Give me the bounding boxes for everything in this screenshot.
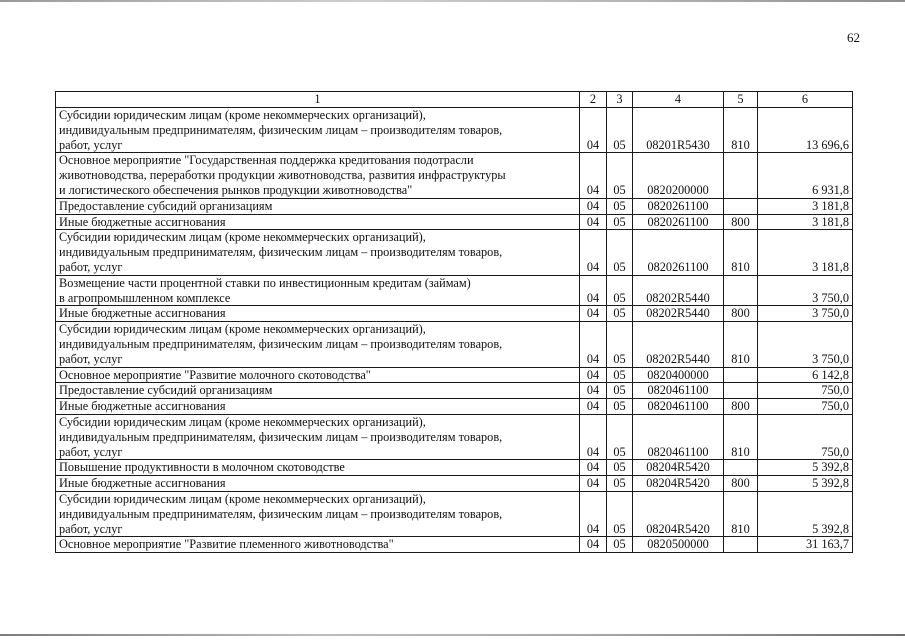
row-type-cell: 800 (724, 306, 758, 322)
row-sum-cell: 6 142,8 (758, 367, 853, 383)
row-subsection-cell: 05 (607, 537, 633, 553)
scan-edge-bottom (0, 634, 905, 636)
row-type-cell: 810 (724, 322, 758, 367)
table-row (56, 230, 853, 275)
row-sum-cell: 3 181,8 (758, 230, 853, 275)
row-code-cell: 08202R5440 (633, 322, 724, 367)
row-subsection-cell: 05 (607, 108, 633, 153)
row-sum-cell: 3 750,0 (758, 306, 853, 322)
row-sum-cell: 13 696,6 (758, 108, 853, 153)
budget-table (55, 91, 853, 553)
row-type-cell: 810 (724, 108, 758, 153)
row-name-cell (56, 230, 580, 275)
row-sum-cell: 3 750,0 (758, 275, 853, 306)
row-name-line: индивидуальным предпринимателям, физическим лицам – производителям товаров, (59, 245, 503, 260)
row-name-line: Возмещение части процентной ставки по инвестиционным кредитам (займам) (59, 275, 471, 290)
table-header-row (56, 92, 853, 108)
row-name-line: в агропромышленном комплексе (59, 290, 231, 305)
row-name-line: Субсидии юридическим лицам (кроме некоммерческих организаций), (59, 108, 426, 122)
row-code-cell: 0820200000 (633, 153, 724, 198)
row-name-line: Субсидии юридическим лицам (кроме некоммерческих организаций), (59, 414, 426, 429)
row-name-line: индивидуальным предпринимателям, физическим лицам – производителям товаров, (59, 336, 503, 351)
table-row (56, 460, 853, 476)
row-code-cell: 0820461100 (633, 414, 724, 459)
row-sum-cell: 5 392,8 (758, 476, 853, 492)
header-col-3: 3 (607, 92, 633, 108)
header-col-1: 1 (56, 92, 580, 108)
table-row (56, 108, 853, 153)
row-subsection-cell: 05 (607, 476, 633, 492)
row-name-cell (56, 537, 580, 553)
table-row (56, 275, 853, 306)
row-name-cell (56, 491, 580, 536)
header-col-5: 5 (724, 92, 758, 108)
row-name-line: Предоставление субсидий организациям (59, 383, 273, 398)
row-name-line: Основное мероприятие "Развитие племенного животноводства" (59, 537, 394, 552)
row-subsection-cell: 05 (607, 491, 633, 536)
row-type-cell: 800 (724, 214, 758, 230)
row-sum-cell: 31 163,7 (758, 537, 853, 553)
row-name-cell (56, 108, 580, 153)
row-sum-cell: 3 181,8 (758, 214, 853, 230)
table-row (56, 214, 853, 230)
row-section-cell: 04 (580, 460, 607, 476)
row-name-cell (56, 306, 580, 322)
row-name-line: работ, услуг (59, 137, 123, 152)
row-type-cell (724, 460, 758, 476)
table-row (56, 367, 853, 383)
row-subsection-cell: 05 (607, 153, 633, 198)
row-section-cell: 04 (580, 367, 607, 383)
row-type-cell (724, 537, 758, 553)
row-sum-cell: 3 750,0 (758, 322, 853, 367)
row-subsection-cell: 05 (607, 460, 633, 476)
row-section-cell: 04 (580, 108, 607, 153)
table-row (56, 198, 853, 214)
row-code-cell: 0820261100 (633, 230, 724, 275)
row-subsection-cell: 05 (607, 399, 633, 415)
table-row (56, 153, 853, 198)
row-type-cell (724, 367, 758, 383)
header-col-6: 6 (758, 92, 853, 108)
row-section-cell: 04 (580, 306, 607, 322)
table-row (56, 399, 853, 415)
row-type-cell (724, 198, 758, 214)
row-subsection-cell: 05 (607, 367, 633, 383)
row-code-cell: 0820261100 (633, 198, 724, 214)
row-name-line: Иные бюджетные ассигнования (59, 399, 226, 414)
row-subsection-cell: 05 (607, 306, 633, 322)
row-section-cell: 04 (580, 491, 607, 536)
row-section-cell: 04 (580, 537, 607, 553)
row-subsection-cell: 05 (607, 198, 633, 214)
row-subsection-cell: 05 (607, 275, 633, 306)
row-sum-cell: 750,0 (758, 414, 853, 459)
row-subsection-cell: 05 (607, 322, 633, 367)
row-name-line: Предоставление субсидий организациям (59, 198, 273, 213)
row-subsection-cell: 05 (607, 214, 633, 230)
row-section-cell: 04 (580, 399, 607, 415)
row-name-cell (56, 367, 580, 383)
row-name-cell (56, 214, 580, 230)
row-name-line: Основное мероприятие "Государственная поддержка кредитования подотрасли (59, 153, 474, 168)
row-sum-cell: 6 931,8 (758, 153, 853, 198)
row-name-line: работ, услуг (59, 444, 123, 459)
row-type-cell (724, 275, 758, 306)
row-name-line: Иные бюджетные ассигнования (59, 476, 226, 491)
row-name-cell (56, 476, 580, 492)
row-sum-cell: 3 181,8 (758, 198, 853, 214)
header-col-2: 2 (580, 92, 607, 108)
row-section-cell: 04 (580, 383, 607, 399)
scan-edge-top (0, 0, 905, 2)
row-code-cell: 08204R5420 (633, 460, 724, 476)
row-type-cell: 800 (724, 399, 758, 415)
row-subsection-cell: 05 (607, 230, 633, 275)
row-section-cell: 04 (580, 214, 607, 230)
row-type-cell: 810 (724, 414, 758, 459)
table-row (56, 476, 853, 492)
row-sum-cell: 750,0 (758, 383, 853, 399)
row-name-cell (56, 383, 580, 399)
row-name-line: и логистического обеспечения рынков продукции животноводства" (59, 182, 413, 197)
row-code-cell: 0820261100 (633, 214, 724, 230)
row-section-cell: 04 (580, 230, 607, 275)
row-section-cell: 04 (580, 414, 607, 459)
page-number: 62 (847, 30, 860, 45)
table-row (56, 322, 853, 367)
row-section-cell: 04 (580, 476, 607, 492)
row-name-line: работ, услуг (59, 521, 123, 536)
row-code-cell: 08204R5420 (633, 491, 724, 536)
row-name-cell (56, 198, 580, 214)
row-name-line: Субсидии юридическим лицам (кроме некоммерческих организаций), (59, 322, 426, 337)
row-code-cell: 0820500000 (633, 537, 724, 553)
row-type-cell (724, 383, 758, 399)
row-code-cell: 0820461100 (633, 399, 724, 415)
row-name-cell (56, 322, 580, 367)
row-code-cell: 0820461100 (633, 383, 724, 399)
row-name-line: работ, услуг (59, 351, 123, 366)
table-row (56, 414, 853, 459)
row-name-line: животноводства, переработки продукции животноводства, развития инфраструктуры (59, 168, 506, 183)
row-name-line: индивидуальным предпринимателям, физическим лицам – производителям товаров, (59, 429, 503, 444)
row-subsection-cell: 05 (607, 383, 633, 399)
table-row (56, 383, 853, 399)
row-name-line: Основное мероприятие "Развитие молочного скотоводства" (59, 367, 371, 382)
row-sum-cell: 5 392,8 (758, 491, 853, 536)
row-name-line: Повышение продуктивности в молочном скотоводстве (59, 460, 345, 475)
table-row (56, 306, 853, 322)
row-type-cell: 800 (724, 476, 758, 492)
row-name-line: работ, услуг (59, 259, 123, 274)
row-code-cell: 08202R5440 (633, 306, 724, 322)
row-name-cell (56, 153, 580, 198)
row-code-cell: 08204R5420 (633, 476, 724, 492)
row-type-cell: 810 (724, 491, 758, 536)
table-row (56, 537, 853, 553)
row-sum-cell: 5 392,8 (758, 460, 853, 476)
row-code-cell: 08201R5430 (633, 108, 724, 153)
row-name-line: Иные бюджетные ассигнования (59, 214, 226, 229)
row-code-cell: 0820400000 (633, 367, 724, 383)
row-section-cell: 04 (580, 153, 607, 198)
row-section-cell: 04 (580, 198, 607, 214)
row-name-line: индивидуальным предпринимателям, физическим лицам – производителям товаров, (59, 506, 503, 521)
row-name-line: индивидуальным предпринимателям, физическим лицам – производителям товаров, (59, 122, 503, 137)
row-section-cell: 04 (580, 322, 607, 367)
row-name-line: Иные бюджетные ассигнования (59, 306, 226, 321)
row-type-cell (724, 153, 758, 198)
row-name-line: Субсидии юридическим лицам (кроме некоммерческих организаций), (59, 491, 426, 506)
row-name-line: Субсидии юридическим лицам (кроме некоммерческих организаций), (59, 230, 426, 245)
row-type-cell: 810 (724, 230, 758, 275)
row-sum-cell: 750,0 (758, 399, 853, 415)
table-row (56, 491, 853, 536)
row-name-cell (56, 275, 580, 306)
row-code-cell: 08202R5440 (633, 275, 724, 306)
header-col-4: 4 (633, 92, 724, 108)
row-name-cell (56, 414, 580, 459)
row-subsection-cell: 05 (607, 414, 633, 459)
budget-table-body (56, 92, 853, 553)
row-section-cell: 04 (580, 275, 607, 306)
row-name-cell (56, 460, 580, 476)
row-name-cell (56, 399, 580, 415)
